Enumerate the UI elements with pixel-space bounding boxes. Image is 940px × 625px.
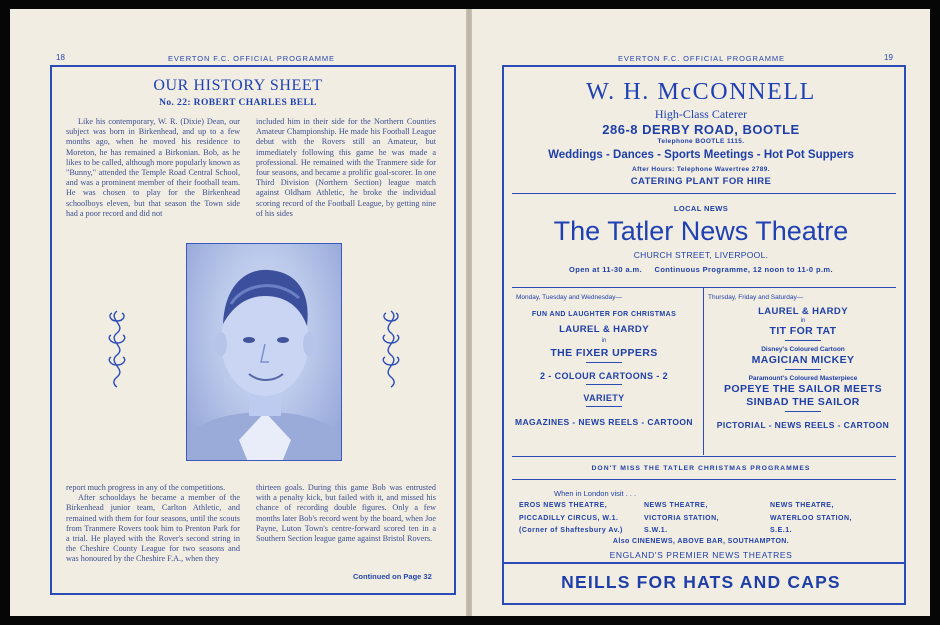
london-line: WATERLOO STATION, xyxy=(770,514,852,522)
caterer-telephone: Telephone BOOTLE 1115. xyxy=(657,138,745,145)
when-in-london: When in London visit . . . xyxy=(554,489,637,498)
programme-mon-wed xyxy=(508,294,700,427)
history-sheet-subtitle: No. 22: ROBERT CHARLES BELL xyxy=(159,98,317,108)
also-cinenews: Also CINENEWS, ABOVE BAR, SOUTHAMPTON. xyxy=(612,538,790,545)
caterer-tagline: High-Class Caterer xyxy=(654,107,748,121)
article-col2-bottom xyxy=(256,483,436,544)
continued-note: Continued on Page 32 xyxy=(353,572,432,581)
london-line: S.E.1. xyxy=(770,527,793,534)
right-page-number: 19 xyxy=(884,53,893,62)
programme-line: MAGICIAN MICKEY xyxy=(751,354,855,366)
programme-thu-sat xyxy=(706,294,900,430)
catering-plant: CATERING PLANT FOR HIRE xyxy=(630,176,772,187)
column-divider xyxy=(703,287,704,455)
divider xyxy=(504,562,904,564)
theatre-name: The Tatler News Theatre xyxy=(553,216,849,246)
programme-line: MAGAZINES - NEWS REELS - CARTOON xyxy=(515,417,693,427)
divider xyxy=(512,193,896,194)
programme-line: in xyxy=(601,338,607,344)
right-scroll-ornament xyxy=(376,309,406,389)
london-line: VICTORIA STATION, xyxy=(644,514,720,522)
left-scroll-ornament xyxy=(102,309,132,389)
right-running-head: EVERTON F.C. OFFICIAL PROGRAMME xyxy=(618,54,785,63)
programme-line: SINBAD THE SAILOR xyxy=(746,396,860,408)
london-line: EROS NEWS THEATRE, xyxy=(519,502,608,509)
programme-line: POPEYE THE SAILOR MEETS xyxy=(724,383,882,395)
programme-line: in xyxy=(800,318,806,324)
london-line: (Corner of Shaftesbury Av.) xyxy=(519,527,623,534)
programme-days: Thursday, Friday and Saturday— xyxy=(708,294,804,301)
programme-line: LAUREL & HARDY xyxy=(559,324,649,335)
left-page xyxy=(10,9,466,616)
left-page-number: 18 xyxy=(56,53,65,62)
programme-line: THE FIXER UPPERS xyxy=(550,347,658,359)
divider xyxy=(512,287,896,288)
london-theatre-eros xyxy=(519,500,623,538)
london-line: S.W.1. xyxy=(644,527,668,534)
divider xyxy=(512,456,896,457)
london-line: NEWS THEATRE, xyxy=(770,502,834,509)
caterer-address: 286-8 DERBY ROAD, BOOTLE xyxy=(602,122,800,137)
article-paragraph: Like his contemporary, W. R. (Dixie) Dean, our subject was born in Birkenhead, and up to a few months ago, when he moved his residence to Moreton, he has remained a Birkonian. Bob, as he likes to be called, although more popularly known as "Bunny," attended the Temple Road Central School, and was a prominent member of their football team. He was chosen to play for the Birkenhead schoolboys eleven, but that season the Town side had a poor record and did not xyxy=(66,117,240,218)
article-paragraph: report much progress in any of the competitions. xyxy=(66,483,226,492)
article-paragraph: included him in their side for the Northern Counties Amateur Championship. He made his Football League debut with the Rovers still an Amateur, but immediately following this game he was made a professional. He remained with the Tranmere side for four seasons, and became a prolific goal-scorer. In one Third Division (Northern Section) league match against Oldham Athletic, he broke the individual scoring record of the Football League, by getting nine of his sides xyxy=(256,117,436,218)
article-paragraph: thirteen goals. During this game Bob was entrusted with a penalty kick, but failed with it, and missed his chance of recording double figures. Only a few months later Bob's record went by the board, when Joe Payne, Luton Town's centre-forward scored ten in a Southern Section league game against Bristol Rovers. xyxy=(256,483,436,544)
theatre-hours: Open at 11-30 a.m. Continuous Programme, 12 noon to 11-0 p.m. xyxy=(569,265,833,274)
divider xyxy=(512,479,896,480)
programme-days: Monday, Tuesday and Wednesday— xyxy=(516,294,622,301)
programme-line: LAUREL & HARDY xyxy=(758,306,848,317)
london-theatre-waterloo xyxy=(770,500,852,538)
dont-miss-banner: DON'T MISS THE TATLER CHRISTMAS PROGRAMMES xyxy=(591,465,811,472)
left-running-head: EVERTON F.C. OFFICIAL PROGRAMME xyxy=(168,54,335,63)
programme-line: VARIETY xyxy=(583,393,625,403)
programme-line: FUN AND LAUGHTER FOR CHRISTMAS xyxy=(531,311,677,318)
caterer-services: Weddings - Dances - Sports Meetings - Hot Pot Suppers xyxy=(548,149,854,161)
premier-news-theatres: ENGLAND'S PREMIER NEWS THEATRES xyxy=(609,550,793,560)
article-col2-top xyxy=(256,117,436,219)
article-paragraph: After schooldays he became a member of the Birkenhead junior team, Carlton Athletic, and remained with them for four seasons, until the scouts from Tranmere Rovers took him to Prenton Park for a trial. He played with the Rover's second string in the Cheshire County League for two seasons and was honoured by the Cheshire F.A., when they xyxy=(66,493,240,564)
player-portrait-photo xyxy=(186,243,342,461)
theatre-street: CHURCH STREET, LIVERPOOL. xyxy=(633,250,769,260)
neills-advert: NEILLS FOR HATS AND CAPS xyxy=(561,572,841,592)
programme-line: 2 - COLOUR CARTOONS - 2 xyxy=(539,371,669,381)
article-col1-bottom xyxy=(66,483,240,565)
programme-line: Disney's Coloured Cartoon xyxy=(761,346,845,353)
local-news-label: LOCAL NEWS xyxy=(673,204,729,213)
programme-line: PICTORIAL - NEWS REELS - CARTOON xyxy=(716,420,890,430)
caterer-name: W. H. McCONNELL xyxy=(586,79,816,105)
caterer-after-hours: After Hours: Telephone Wavertree 2789. xyxy=(631,166,770,173)
programme-line: TIT FOR TAT xyxy=(769,325,837,337)
london-line: PICCADILLY CIRCUS, W.1. xyxy=(519,514,619,522)
history-sheet-title: OUR HISTORY SHEET xyxy=(153,77,323,94)
right-page xyxy=(472,9,930,616)
programme-line: Paramount's Coloured Masterpiece xyxy=(748,375,858,382)
london-theatre-victoria xyxy=(644,500,719,538)
article-col1-top xyxy=(66,117,240,219)
london-line: NEWS THEATRE, xyxy=(644,502,708,509)
